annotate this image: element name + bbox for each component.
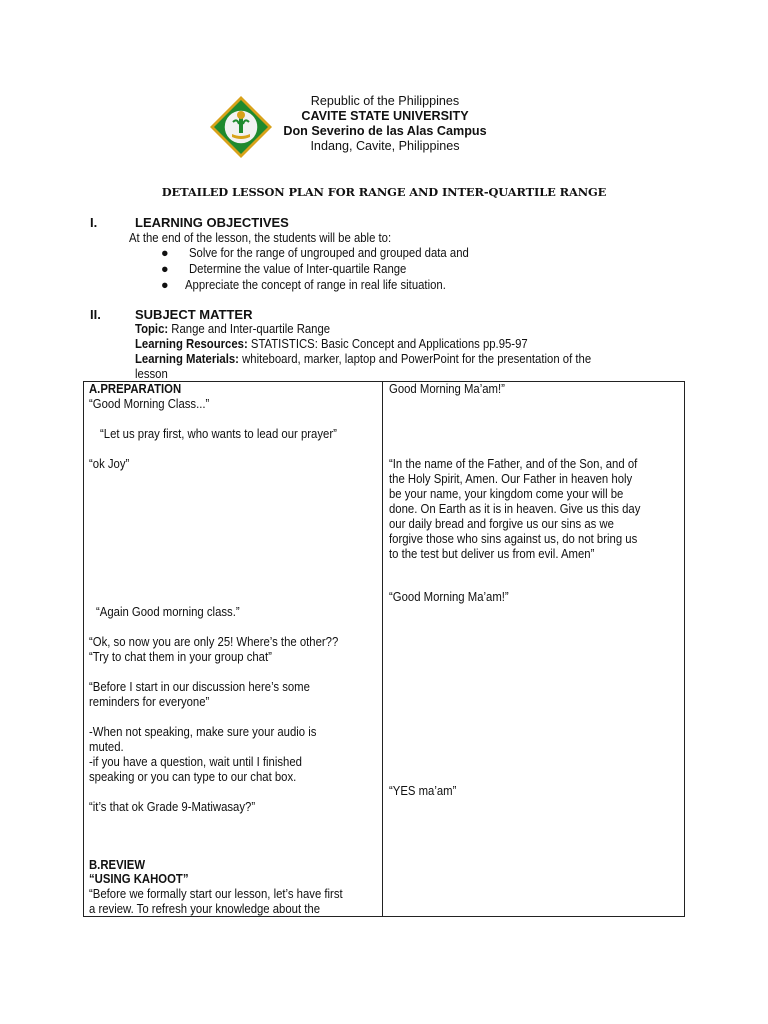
review-heading: B.REVIEW [89,858,146,872]
document-title: DETAILED LESSON PLAN FOR RANGE AND INTER-QUARTILE RANGE [161,185,607,199]
materials-line [135,352,591,366]
bullet-icon: ● [161,246,169,260]
student-line: to the test but deliver us from evil. Amen” [389,547,595,561]
kahoot-heading: “USING KAHOOT” [89,872,189,886]
student-line: Good Morning Ma’am!” [389,382,505,396]
teacher-line: a review. To refresh your knowledge about the [89,902,321,916]
teacher-line: muted. [89,740,124,754]
topic-value: Range and Inter-quartile Range [168,322,331,336]
student-line: “Good Morning Ma’am!” [389,590,509,604]
student-line: “In the name of the Father, and of the Son, and of [389,457,638,471]
teacher-line: “Ok, so now you are only 25! Where’s the other?? [89,635,339,649]
objective-item: Determine the value of Inter-quartile Range [189,262,407,276]
teacher-line: speaking or you can type to our chat box. [89,770,297,784]
institution-header [250,94,520,154]
teacher-line: “Before I start in our discussion here’s some [89,680,310,694]
topic-line [135,322,330,336]
teacher-line: “ok Joy” [89,457,130,471]
resources-label: Learning Resources: [135,337,248,351]
student-line: our daily bread and forgive us our sins as we [389,517,614,531]
preparation-heading: A.PREPARATION [89,382,182,396]
section-2-title: SUBJECT MATTER [135,307,253,322]
objective-item: Appreciate the concept of range in real life situation. [185,278,446,292]
teacher-line: -When not speaking, make sure your audio is [89,725,317,739]
campus-address: Indang, Cavite, Philippines [310,139,460,153]
bullet-icon: ● [161,278,169,292]
republic-line: Republic of the Philippines [310,94,460,108]
university-name: CAVITE STATE UNIVERSITY [301,109,469,123]
teacher-line: -if you have a question, wait until I finished [89,755,302,769]
teacher-line: “it’s that ok Grade 9-Matiwasay?” [89,800,256,814]
teacher-line: reminders for everyone” [89,695,210,709]
bullet-icon: ● [161,262,169,276]
student-line: forgive those who sins against us, do not bring us [389,532,638,546]
student-line: “YES ma’am” [389,784,457,798]
section-1-number: I. [90,215,98,230]
student-line: be your name, your kingdom come your will be [389,487,624,501]
resources-line [135,337,528,351]
table-column-divider [382,381,383,917]
campus-name: Don Severino de las Alas Campus [283,124,487,138]
topic-label: Topic: [135,322,169,336]
objectives-intro: At the end of the lesson, the students will be able to: [129,231,392,245]
materials-continuation: lesson [135,367,168,381]
teacher-line: “Good Morning Class...” [89,397,210,411]
materials-label: Learning Materials: [135,352,239,366]
resources-value: STATISTICS: Basic Concept and Applications pp.95-97 [247,337,528,351]
teacher-line: “Let us pray first, who wants to lead our prayer” [100,427,337,441]
materials-value: whiteboard, marker, laptop and PowerPoint for the presentation of the [238,352,592,366]
student-line: the Holy Spirit, Amen. Our Father in heaven holy [389,472,633,486]
student-line: done. On Earth as it is in heaven. Give us this day [389,502,641,516]
section-2-number: II. [90,307,101,322]
teacher-line: “Try to chat them in your group chat” [89,650,272,664]
objective-item: Solve for the range of ungrouped and grouped data and [189,246,469,260]
teacher-line: “Again Good morning class.” [96,605,240,619]
section-1-title: LEARNING OBJECTIVES [135,215,289,230]
teacher-line: “Before we formally start our lesson, let’s have first [89,887,343,901]
